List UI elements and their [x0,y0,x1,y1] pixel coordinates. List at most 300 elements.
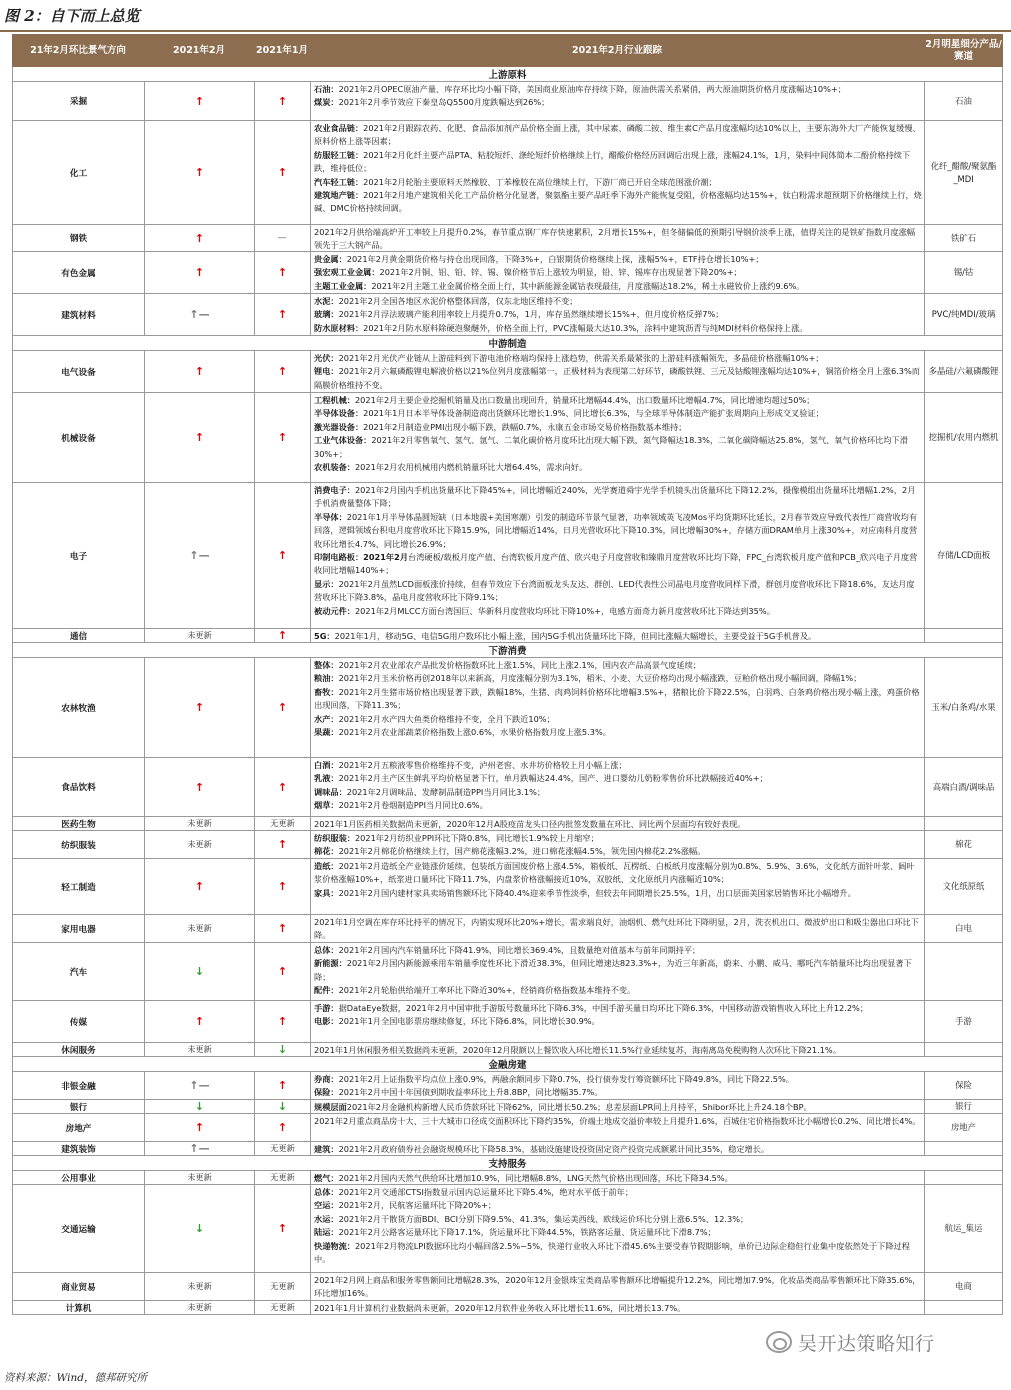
tracking-line [314,461,922,474]
trend-feb [145,252,255,293]
tracking-line [314,176,922,189]
tracking-line [314,799,922,812]
wechat-icon [766,1331,792,1353]
tracking-detail: 2021年2月浮法玻璃产能利用率较上月提升0.7%，1月，库存虽然继续增长15%+，但月度价格反弹7%； [338,309,724,320]
tracking-label: 燃气： [314,1173,339,1183]
industry-name: 建筑装饰 [13,1142,145,1155]
star-product: 文化纸原纸 [942,881,985,891]
tracking-label: 家具： [314,887,339,898]
tracking-label: 水泥： [314,296,339,306]
tracking-detail: 2021年1月全国电影票房继续修复，环比下降6.8%，同比增长30.9%。 [338,1016,600,1027]
tracking-detail: 2021年2月生猪市场价格出现显著下跌，跌幅18%，生猪、肉鸡饲料价格环比增幅3.5%+，猪粮比价下降22.5%，白羽鸡、白条鸡价格出现小幅上涨，鸡蛋价格出现回落，下降11.3%； [314,686,920,711]
table-row [12,1142,1003,1156]
tracking-line [314,1101,922,1114]
tracking-label: 乳液： [314,773,339,784]
trend-jan [255,915,311,942]
tracking-detail: 2021年2月干散货方面BDI、BCI分别下降9.5%、41.3%，集运美西线、欧线运价环比分别上涨6.5%、12.3%； [338,1213,749,1224]
tracking-detail: 2021年2月六氟磷酸锂电解液价格以21%位列月度涨幅第一，正极材料为表现第二好环节，磷酸铁锂、三元及钴酸锂涨幅均达10%+，铜箔价格全月上涨6.3%而隔膜价格维持不变。 [314,366,920,390]
trend-jan [255,1043,311,1056]
tracking-label: 工程机械： [314,395,355,405]
trend-jan [255,1171,311,1184]
tracking-label: 消费电子： [314,485,355,495]
trend-feb [145,1273,255,1300]
tracking-label: 电影： [314,1016,339,1027]
star-product: 手游 [955,1016,972,1026]
tracking-detail: 2021年2月水产四大鱼类价格维持不变，全月下跌近10%； [338,713,555,724]
tracking-detail: 2021年2月玉米价格再创2018年以来新高，月度涨幅分别为3.1%，稻米、小麦、大豆价格均出现小幅涨跌，豆粕价格出现小幅回调，降幅1%； [338,673,862,684]
arrow-up-icon: ↑ [194,231,205,245]
trend-jan [255,629,311,642]
tracking-text [311,294,925,335]
tracking-text [311,1001,925,1042]
tracking-line [314,295,922,308]
table-row [12,1185,1003,1273]
tracking-label: 总体： [314,1187,339,1197]
tracking-text [311,225,925,251]
star-product: 电商 [955,1281,972,1291]
tracking-text [311,1043,925,1056]
arrow-up-icon: ↑ [194,166,205,179]
tracking-text [311,859,925,914]
tracking-text [311,817,925,830]
tracking-label: 激光器设备： [314,421,364,432]
tracking-detail: 2021年2月轮胎供给端开工率环比下降近30%+，经销商价格指数基本维持不变。 [338,985,636,996]
tracking-line [314,786,922,799]
header-feb: 2021年2月 [172,44,226,56]
table-row [12,1001,1003,1043]
trend-jan [255,1072,311,1099]
tracking-label: 印制电路板： [314,552,364,563]
tracking-label: 煤炭： [314,97,339,108]
tracking-detail: 2021年1月半导体晶圆短缺（日本地震+美国寒潮）引发的制造环节景气显著，功率领域英飞凌Mos平均货期环比延长，2月春节效应导致代表性厂商营收均有回落，逻辑领域台积电月度营收环比下降15.9%，同比增幅近14%，日月光营收环比下降10.3%，同比增幅30%+，存储方面DRAM单月上涨30%+，对应南科月度营收环比增长4.7%、同比增长26.9%； [314,511,918,549]
industry-name: 有色金属 [13,252,145,293]
tracking-detail: 2021年2月公路客运量环比下降17.1%，货运量环比下降44.5%，铁路客运量、货运量环比下滑8.7%； [338,1227,716,1238]
tracking-line [314,1226,922,1239]
status-not-updated: 无更新 [270,1172,295,1182]
tracking-label: 棉花： [314,846,339,857]
arrow-up-flat-icon: ↑— [189,308,210,321]
industry-table [12,67,1003,1315]
tracking-text [311,915,925,942]
tracking-label: 新能源： [314,958,347,969]
tracking-line [314,818,922,831]
arrow-up-icon: ↑ [277,549,288,562]
arrow-up-icon: ↑ [277,629,288,642]
tracking-label: 空运： [314,1200,339,1211]
header-tracking: 2021年2月行业跟踪 [571,44,663,56]
tracking-detail: 2021年2月光伏产业链从上游硅料到下游电池价格端均保持上涨趋势，供需关系最紧张的上游硅料涨幅领先，多晶硅价格涨幅10%+； [338,353,824,363]
arrow-down-icon: ↓ [194,1100,205,1113]
table-row [12,817,1003,831]
table-row [12,831,1003,859]
tracking-label: 贵金属： [314,254,347,264]
tracking-text [311,1114,925,1141]
source-note: 资料来源：Wind，德邦研究所 [4,1372,147,1384]
tracking-label: 纺服轻工链： [314,149,364,160]
tracking-line [314,832,922,845]
tracking-text [311,1171,925,1184]
tracking-label: 被动元件： [314,605,355,616]
tracking-detail: 2021年1月休闲服务相关数据尚未更新，2020年12月限额以上餐饮收入环比增长11.5%行业延续复苏，海南离岛免税购物人次环比下降21.1%。 [314,1045,841,1055]
tracking-label: 畜牧： [314,686,339,697]
tracking-label: 强宏观工业金属： [314,267,380,278]
tracking-label: 工业气体设备： [314,435,372,446]
trend-feb [145,658,255,757]
trend-feb [145,121,255,224]
status-not-updated: 无更新 [270,818,295,828]
star-product [925,1043,1002,1056]
trend-jan [255,252,311,293]
tracking-text [311,831,925,858]
tracking-text [311,758,925,816]
tracking-label: 建筑地产链： [314,190,364,201]
arrow-up-icon: ↑ [277,308,288,321]
tracking-text [311,252,925,293]
industry-name: 医药生物 [13,817,145,830]
tracking-line [314,630,922,643]
tracking-detail: 2021年1月计算机行业数据尚未更新，2020年12月软件业务收入环比增长11.6%，同比增长13.7%。 [314,1303,686,1313]
arrow-up-icon: ↑ [277,880,288,893]
trend-feb [145,831,255,858]
trend-feb [145,1171,255,1184]
star-product: 多晶硅/六氟磷酸锂 [928,366,999,376]
tracking-line [314,83,922,96]
industry-name: 非银金融 [13,1072,145,1099]
watermark-text: 吴开达策略知行 [798,1332,935,1355]
tracking-label: 2021年2月 [363,552,409,563]
status-not-updated: 未更新 [187,630,212,640]
tracking-label: 半导体设备： [314,408,364,419]
tracking-detail: 2021年2月国内手机出货量环比下降45%+，同比增幅近240%，光学赛道舜宇光学手机镜头出货量环比下降12.2%，摄像模组出货量环比增幅1.2%，2月手机消费量整体下降； [314,485,916,509]
table-row [12,1301,1003,1315]
tracking-line [314,511,922,551]
star-product: 房地产 [950,1122,977,1132]
tracking-line [314,860,922,887]
trend-jan [255,1301,311,1314]
tracking-line [314,407,922,420]
industry-name: 交通运输 [13,1185,145,1272]
tracking-text [311,82,925,120]
tracking-line [314,551,922,578]
arrow-up-icon: ↑ [277,1121,288,1134]
trend-feb [145,758,255,816]
arrow-up-icon: ↑ [277,94,288,108]
industry-name: 传媒 [13,1001,145,1042]
tracking-label: 果蔬： [314,727,339,738]
industry-name: 机械设备 [13,393,145,482]
status-not-updated: 未更新 [187,1044,212,1054]
tracking-detail: 2021年2月交通部CTSI指数显示国内总运量环比下降5.4%，绝对水平低于前年； [338,1187,634,1197]
tracking-text [311,1301,925,1314]
tracking-text [311,1142,925,1155]
tracking-detail: 2021年2月跟踪农药、化肥、食品添加剂产品价格全面上涨，其中尿素、磷酸二铵、维生素C产品月度涨幅均达10%以上，主要东海外大厂产能恢复缓慢、原料价格上涨等因素； [314,123,921,147]
tracking-line [314,1115,922,1128]
trend-jan [255,393,311,482]
table-row [12,393,1003,483]
tracking-line [314,352,922,365]
tracking-detail: 2021年2月地产建筑相关化工产品价格分化显著，聚氨酯主要产品旺季下海外产能恢复受阻，价格涨幅均达15%+，钛白粉需求超预期下价格继续上行，烧碱、DMC价格持续回调。 [314,190,922,214]
tracking-detail: 2021年1月空调在库存环比持平的情况下，内销实现环比20%+增长，需求端良好，油烟机、燃气灶环比下降明显，2月，洗衣机出口、微波炉出口和吸尘器出口环比下降。 [314,917,919,941]
trend-feb [145,1185,255,1272]
tracking-label: 汽车轻工链： [314,176,364,187]
tracking-detail: 2021年2月重点商品房十大、三十大城市口径成交面积环比下降约35%，价端土地成交溢价率较上月提升1.6%，百城住宅价格指数环比小幅增长0.2%、同比增长4%。 [314,1116,921,1126]
tracking-line [314,1186,922,1199]
trend-feb [145,1001,255,1042]
tracking-line [314,1086,922,1099]
tracking-line [314,578,922,605]
trend-feb [145,1100,255,1113]
industry-name: 建筑材料 [13,294,145,335]
status-not-updated: 未更新 [187,1302,212,1312]
arrow-up-icon: ↑ [194,701,205,714]
arrow-up-icon: ↑ [277,1015,288,1028]
trend-feb [145,1072,255,1099]
tracking-detail: 2021年2月卷烟制造PPI当月同比0.6%。 [338,800,488,811]
industry-name: 计算机 [13,1301,145,1314]
industry-name: 通信 [13,629,145,642]
tracking-detail: 2021年2月主产区生鲜乳平均价格显著下行，单月跌幅达24.4%，国产、进口婴幼儿奶粉零售价环比跌幅接近40%+； [338,773,768,784]
industry-name: 食品饮料 [13,758,145,816]
tracking-detail: 2021年2月主题工业金属价格全面上行，其中新能源金属钴表现最佳，月度涨幅达18.2%，稀土永磁钕价上涨约9.6%。 [371,280,805,291]
tracking-label: 石油： [314,84,339,94]
tracking-line [314,365,922,392]
tracking-line [314,1274,922,1301]
table-row [12,1114,1003,1142]
tracking-label: 陆运： [314,1227,339,1238]
status-not-updated: 未更新 [187,839,212,849]
arrow-up-icon: ↑ [194,94,205,108]
tracking-text [311,658,925,757]
tracking-detail: 2021年2月网上商品和服务零售额同比增幅28.3%，2020年12月金银珠宝类商品零售额环比增幅提升12.2%，同比增加7.9%，化妆品类商品零售额环比下降35.6%，环比增加16%。 [314,1275,921,1299]
section-header: 上游原料 [12,67,1003,82]
trend-jan [255,859,311,914]
tracking-detail: 2021年2月轮胎主要原料天然橡胶、丁苯橡胶在高位继续上行，下游厂商已开启全球范围涨价潮； [363,176,717,187]
tracking-line [314,266,922,279]
arrow-up-icon: ↑ [194,880,205,893]
trend-feb [145,225,255,251]
trend-feb [145,483,255,628]
trend-jan [255,1273,311,1300]
arrow-up-icon: ↑ [277,922,288,935]
trend-jan [255,1185,311,1272]
star-product [925,817,1002,830]
industry-name: 采掘 [13,82,145,120]
tracking-line [314,122,922,149]
status-not-updated: 未更新 [187,818,212,828]
industry-name: 轻工制造 [13,859,145,914]
table-row [12,294,1003,336]
status-not-updated: 无更新 [270,1302,295,1312]
arrow-up-icon: ↑ [277,166,288,179]
arrow-up-icon: ↑ [277,1222,288,1235]
trend-jan [255,831,311,858]
star-product [925,1301,1002,1314]
status-not-updated: 无更新 [270,1281,295,1291]
tracking-line [314,887,922,900]
industry-name: 汽车 [13,943,145,1000]
trend-feb [145,943,255,1000]
trend-feb [145,1301,255,1314]
trend-jan [255,294,311,335]
tracking-line [314,322,922,335]
trend-jan [255,1001,311,1042]
industry-name: 公用事业 [13,1171,145,1184]
arrow-up-icon: ↑ [277,431,288,444]
trend-jan [255,82,311,120]
star-product: 航运_集运 [944,1223,983,1233]
arrow-up-icon: ↑ [194,266,205,279]
tracking-line [314,659,922,672]
tracking-line [314,226,922,253]
tracking-line [314,308,922,321]
tracking-text [311,1100,925,1113]
star-product: 白电 [955,923,972,933]
section-header: 中游制造 [12,336,1003,351]
tracking-text [311,1273,925,1300]
tracking-label: 水运： [314,1213,339,1224]
tracking-line [314,394,922,407]
tracking-label: 调味品： [314,786,347,797]
tracking-label: 农机装备： [314,462,355,473]
tracking-detail: 2021年2月MLCC方面台湾国巨、华新科月度营收均环比下降10%+，电感方面奇力新月度营收环比下降达到35%。 [354,605,775,616]
tracking-detail: 2021年2月虽然LCD面板涨价持续，但春节效应下台湾面板龙头友达、群创、LED代表性公司晶电月度营收同样下滑，群创月度营收环比下降18.6%，友达月度营收环比下降3.8%，晶电月度营收环比下降9.1%； [314,578,915,603]
industry-name: 家用电器 [13,915,145,942]
tracking-line [314,713,922,726]
title-divider [0,30,1011,32]
trend-feb [145,817,255,830]
tracking-detail: 2021年1月医药相关数据尚未更新，2020年12月A股疫苗龙头口径内批签发数量在环比、同比两个层面均有较好表现。 [314,819,746,829]
trend-jan [255,121,311,224]
arrow-up-icon: ↑ [277,780,288,794]
table-row [12,1072,1003,1100]
star-product: 挖掘机/农用内燃机 [928,432,999,442]
tracking-label: 防水原材料： [314,322,364,333]
trend-feb [145,1142,255,1155]
tracking-text [311,483,925,628]
trend-feb [145,915,255,942]
arrow-up-icon: ↑ [277,365,288,378]
table-header [12,34,1003,67]
tracking-label: 光伏： [314,353,339,363]
star-product [925,629,1002,642]
tracking-detail: 2021年2月物流LPI数据环比均小幅回落2.5%~5%，快递行业收入环比下滑45.6%主要受春节假期影响，单价已边际企稳但行业集中度依然处于下降过程中。 [314,1240,910,1265]
tracking-detail: 2021年2月纺织业PPI环比下降0.8%，同比增长1.9%较上月缩窄； [354,833,599,843]
industry-name: 休闲服务 [13,1043,145,1056]
trend-jan [255,483,311,628]
table-row [12,1273,1003,1301]
tracking-line [314,189,922,216]
star-product: 玉米/白条鸡/水果 [931,702,996,712]
trend-feb [145,1114,255,1141]
tracking-detail: 2021年2月国内天然气供给环比增加10.9%，同比增幅8.8%，LNG天然气价格出现回落，环比下降34.5%。 [338,1173,733,1183]
star-product: 锡/钴 [953,267,974,277]
table-row [12,483,1003,629]
tracking-detail: 2021年2月防水原料除硬泡聚醚外，价格全面上行，PVC涨幅最大达10.3%，涂料中建筑沥青与纯MDI材料价格保持上涨。 [363,322,808,333]
tracking-label: 配件： [314,985,339,996]
tracking-detail: 2021年2月国内建材家具卖场销售额环比下降40.4%迎来季节性淡季，但较去年同期增长25.5%，1月，出口层面美国家居销售环比小幅增升。 [338,887,856,898]
star-product: 石油 [955,95,972,106]
header-direction: 21年2月环比景气方向 [30,44,126,56]
header-jan: 2021年1月 [255,44,309,56]
trend-jan [255,1114,311,1141]
tracking-detail: 2021年2月全国各地区水泥价格整体回落，仅东北地区维持不变； [338,296,578,306]
tracking-line [314,1213,922,1226]
tracking-line [314,1015,922,1028]
status-not-updated: 无更新 [270,1143,295,1153]
star-product: 保险 [955,1080,972,1090]
table-row [12,225,1003,252]
tracking-detail: 2021年1月，移动5G、电信5G用户数环比小幅上涨，国内5G手机出货量环比下降，但同比涨幅大幅增长，主要受益于5G手机普及。 [334,631,817,641]
tracking-label: 保险： [314,1087,339,1098]
tracking-detail: 2021年2月黄金期货价格与持仓出现回落，下降3%+，白银期货价格继续上探，涨幅5%+，ETF持仓增长10%+； [346,254,764,264]
table-row [12,915,1003,943]
tracking-detail: 2021年2月造纸全产业链涨价延续，包装纸方面国废价格上涨4.5%，箱板纸、瓦楞纸、白板纸月度涨幅分别为0.8%、5.9%、3.6%，文化纸方面针叶浆、阔叶浆价格涨幅10%+，纸浆进口量环比下降11.7%，内盘浆价格涨幅接近10%，双胶纸、文化原纸月内涨幅近10%； [314,861,915,885]
tracking-text [311,629,925,642]
tracking-text [311,1185,925,1272]
tracking-label: 显示： [314,578,339,589]
tracking-detail: 2021年2月制造业PMI出现小幅下跌，跌幅0.7%，永康五金市场交易价格指数基本维持； [363,421,687,432]
trend-feb [145,393,255,482]
tracking-line [314,944,922,957]
tracking-detail: 2021年2月供给端高炉开工率较上月提升0.2%，春节重点钢厂库存快速累积，2月增长15%+，但冬储偏低的预期引导钢价淡季上涨，值得关注的是铁矿指数月度涨幅领先于三大钢产品。 [314,227,916,251]
tracking-label: 粮油： [314,673,339,684]
tracking-line [314,1302,922,1315]
arrow-up-icon: ↑ [277,1079,288,1092]
industry-name: 钢铁 [13,225,145,251]
star-product [925,1171,1002,1184]
tracking-detail: 2021年2月农业部农产品批发价格指数环比上涨1.5%，同比上涨2.1%，国内农产品高景气度延续； [338,660,701,670]
tracking-text [311,1072,925,1099]
status-not-updated: 未更新 [187,1281,212,1291]
tracking-detail: 2021年2月上证指数平均点位上涨0.9%，两融余额同步下降0.7%，投行债券发行筹资额环比下降49.8%，同比下降22.5%。 [338,1074,794,1084]
tracking-detail: 2021年2月铜、铝、铅、锌、锡、镍价格节后上涨较为明显，铅、锌、锡库存出现显著下降20%+； [379,267,742,278]
trend-feb [145,859,255,914]
tracking-detail: 2021年2月季节效应下秦皇岛Q5500月度跌幅达到26%； [338,97,550,108]
star-product: 高端白酒/调味品 [932,781,995,792]
tracking-label: 纺织服装： [314,833,355,843]
tracking-detail: 2021年2月中国十年国债到期收益率环比上升8.8BP，同比增幅35.7%。 [338,1087,603,1098]
arrow-up-icon: ↑ [277,965,288,978]
tracking-detail: 台湾硬板/载板月度产值、台湾软板月度产值、欣兴电子月度营收和臻鼎月度营收环比均下降，FPC_台湾软板月度产值和PCB_欣兴电子月度营收同比增幅140%+； [314,552,918,576]
arrow-up-icon: ↑ [194,1015,205,1028]
tracking-detail: 2021年2月，民航客运量环比下降20%+； [338,1200,497,1211]
table-row [12,82,1003,121]
tracking-line [314,280,922,293]
tracking-detail: 2021年2月棉花价格继续上行，国产棉花涨幅3.2%，进口棉花涨幅4.5%，领先国内棉花2.2%涨幅。 [338,846,706,857]
table-row [12,252,1003,294]
tracking-detail: 2021年2月化纤主要产品PTA、粘胶短纤、涤纶短纤价格继续上行，醋酸价格经历回调后出现上涨，涨幅24.1%，1月，染料中间体简本二酚价格持续下跌，维持低位； [314,149,911,174]
tracking-detail: 2021年2月农业部蔬菜价格指数上涨0.6%，水果价格指数月度上涨5.3%。 [338,727,611,738]
star-product: 化纤_醋酸/聚氨酯_MDI [930,160,997,184]
table-row [12,1100,1003,1114]
industry-name: 农林牧渔 [13,658,145,757]
trend-jan [255,943,311,1000]
status-not-updated: 未更新 [187,1172,212,1182]
tracking-detail: 2021年2月调味品、发酵制品制造PPI当月同比3.1%； [346,786,546,797]
tracking-label: 手游： [314,1003,339,1013]
trend-feb [145,351,255,392]
tracking-line [314,1073,922,1086]
flat-dash-icon: — [277,233,288,243]
tracking-line [314,434,922,461]
table-row [12,859,1003,915]
table-row [12,1043,1003,1057]
table-row [12,658,1003,758]
star-product: 存储/LCD面板 [936,550,991,560]
tracking-label: 锂电： [314,366,339,377]
star-product: 棉花 [955,839,972,849]
arrow-up-flat-icon: ↑— [189,1079,210,1092]
